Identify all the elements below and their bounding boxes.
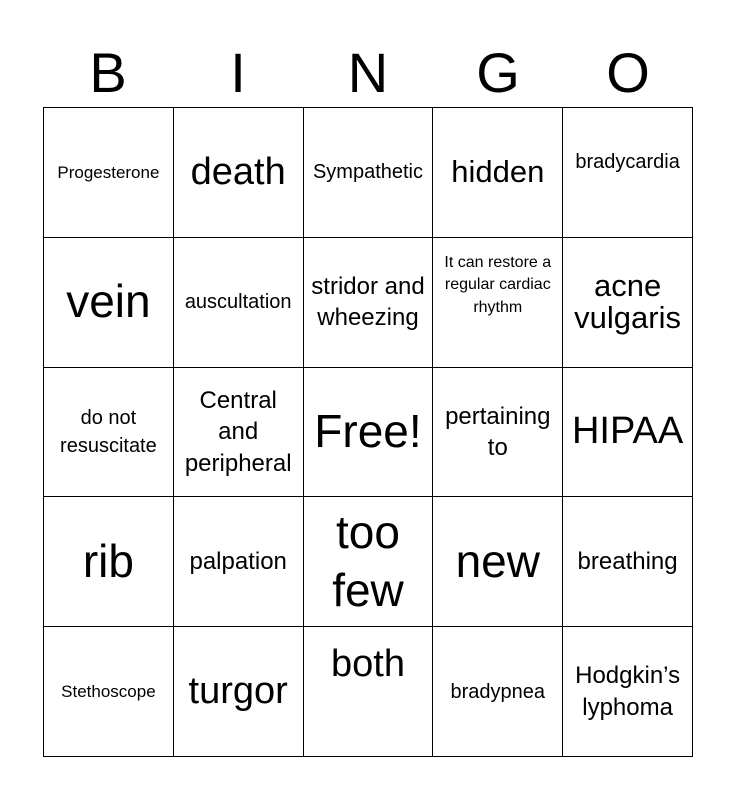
bingo-cell[interactable] [174, 497, 304, 627]
cell-text: palpation [189, 548, 287, 576]
cell-text: do not resuscitate [60, 406, 157, 457]
bingo-cell[interactable] [433, 108, 563, 238]
cell-text: death [190, 150, 286, 193]
bingo-cell[interactable] [433, 368, 563, 498]
cell-text: bradypnea [450, 680, 546, 703]
cell-text: rib [82, 535, 134, 588]
cell-text: too few [332, 506, 404, 616]
bingo-cell[interactable] [44, 238, 174, 368]
bingo-cell[interactable] [433, 497, 563, 627]
bingo-cell[interactable] [433, 627, 563, 757]
header-letter-g: G [476, 41, 520, 104]
cell-text: hidden [451, 154, 545, 190]
free-space-cell[interactable] [304, 368, 434, 498]
bingo-cell[interactable] [44, 627, 174, 757]
cell-text: breathing [577, 548, 678, 576]
cell-text: Hodgkin’s lyphoma [575, 662, 681, 721]
bingo-cell[interactable] [563, 627, 693, 757]
cell-text: bradycardia [575, 151, 680, 173]
bingo-cell[interactable] [304, 627, 434, 757]
bingo-cell[interactable] [563, 108, 693, 238]
cell-text: turgor [188, 669, 288, 712]
bingo-header [43, 38, 693, 108]
cell-text: Sympathetic [312, 161, 424, 184]
bingo-grid [43, 107, 693, 757]
cell-text: Stethoscope [61, 681, 156, 701]
free-space-text: Free! [314, 405, 422, 458]
cell-text: Progesterone [57, 162, 160, 182]
cell-text: acne vulgaris [574, 267, 681, 336]
bingo-cell[interactable] [304, 238, 434, 368]
header-letter-b: B [89, 41, 127, 104]
bingo-cell[interactable] [563, 238, 693, 368]
header-letter-i: I [230, 41, 246, 104]
bingo-cell[interactable] [304, 497, 434, 627]
bingo-cell[interactable] [174, 108, 304, 238]
bingo-cell[interactable] [44, 368, 174, 498]
bingo-cell[interactable] [44, 108, 174, 238]
cell-text: both [331, 643, 405, 686]
cell-text: stridor and wheezing [311, 273, 425, 332]
header-letter-n: N [347, 41, 389, 104]
header-letter-o: O [606, 41, 650, 104]
cell-text: It can restore a regular cardiac rhythm [444, 253, 552, 316]
cell-text: vein [66, 275, 151, 328]
cell-text: Central and peripheral [184, 387, 292, 477]
bingo-cell[interactable] [174, 238, 304, 368]
cell-text: HIPAA [571, 410, 684, 453]
cell-text: auscultation [184, 291, 292, 314]
bingo-cell[interactable] [304, 108, 434, 238]
bingo-cell[interactable] [433, 238, 563, 368]
cell-text: new [455, 535, 540, 588]
bingo-cell[interactable] [174, 368, 304, 498]
bingo-cell[interactable] [44, 497, 174, 627]
bingo-cell[interactable] [563, 368, 693, 498]
bingo-cell[interactable] [563, 497, 693, 627]
cell-text: pertaining to [445, 402, 551, 461]
bingo-cell[interactable] [174, 627, 304, 757]
